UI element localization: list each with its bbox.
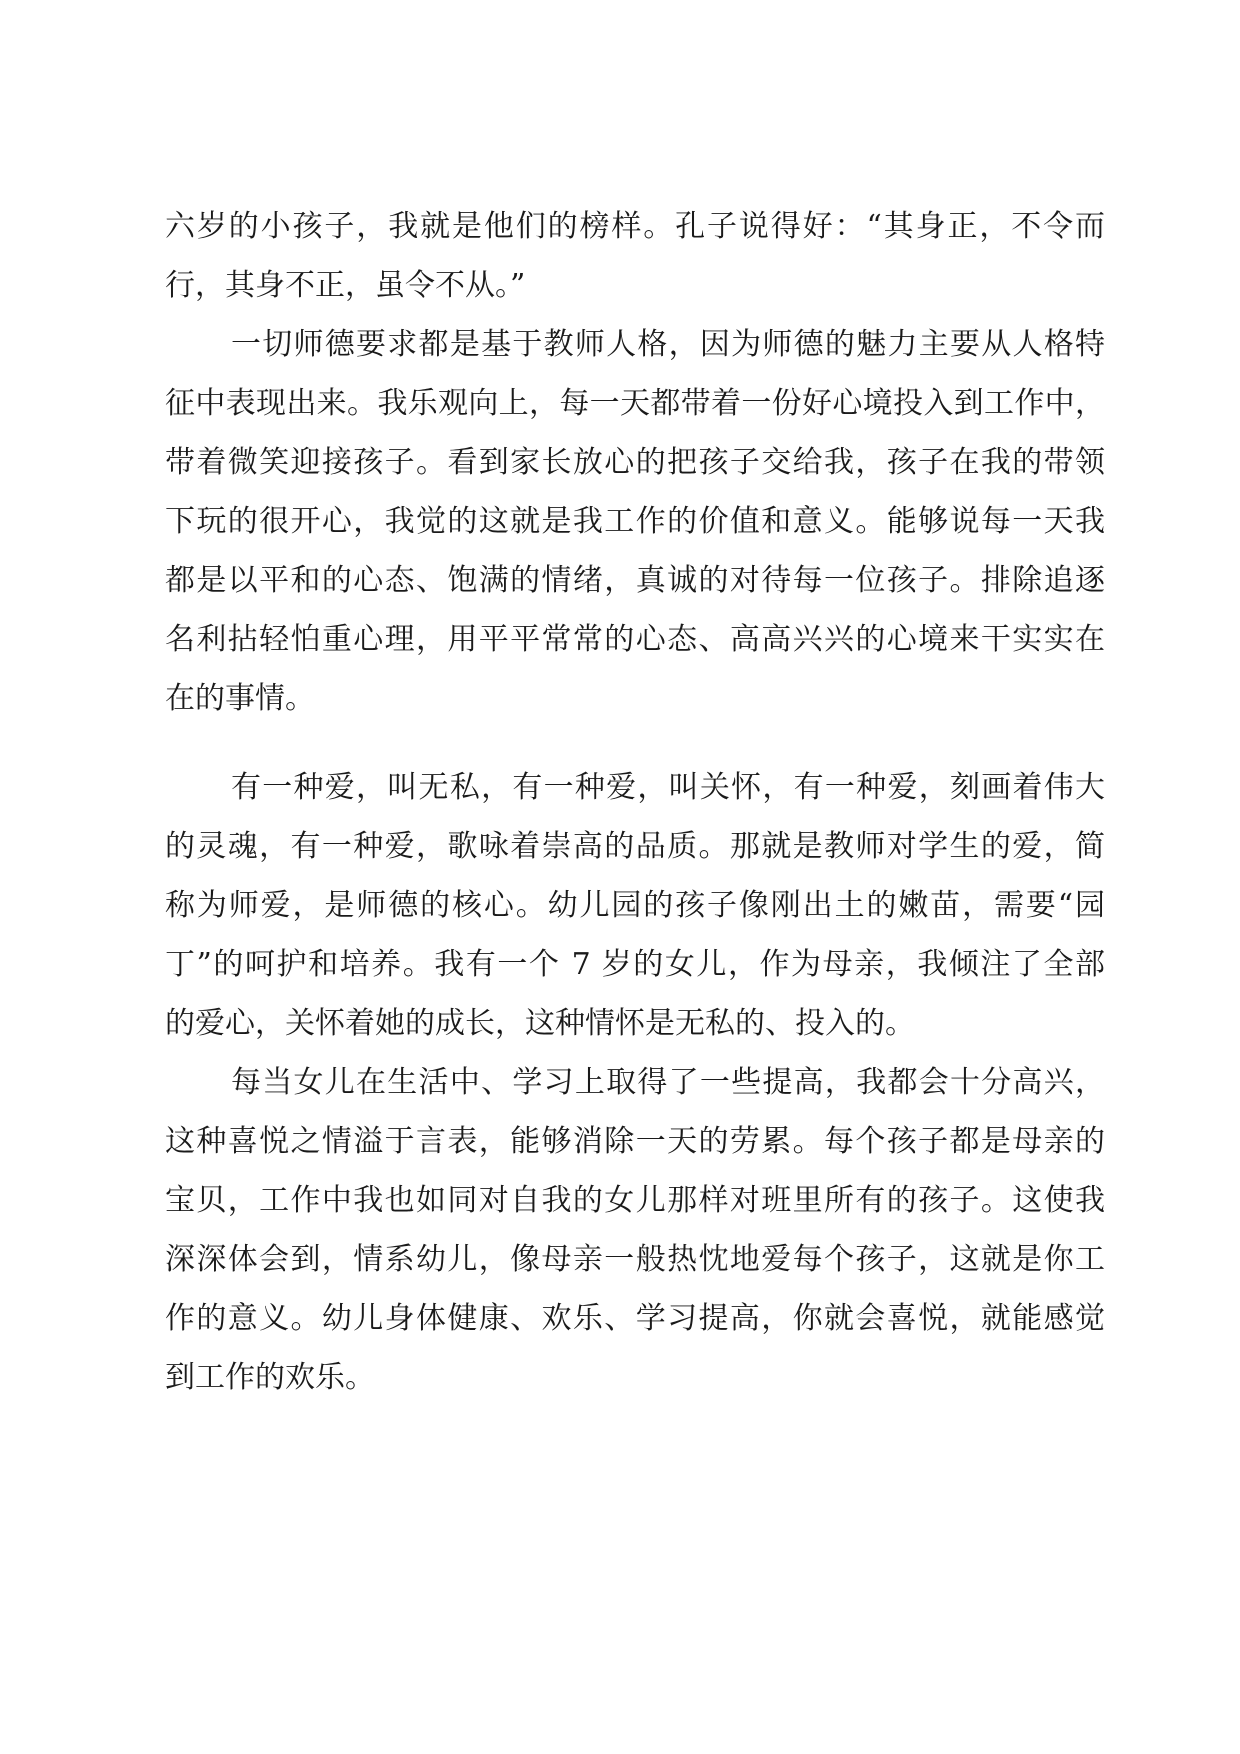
- text-line: 的爱心，关怀着她的成长，这种情怀是无私的、投入的。: [165, 1006, 915, 1041]
- text-line: 六岁的小孩子，我就是他们的榜样。孔子说得好：“其身正，不令而: [165, 209, 1105, 244]
- paragraph-4: [165, 1053, 1105, 1407]
- text-line: 称为师爱，是师德的核心。幼儿园的孩子像刚出土的嫩苗，需要“园: [165, 888, 1105, 923]
- text-line: 征中表现出来。我乐观向上，每一天都带着一份好心境投入到工作中，: [165, 386, 1105, 421]
- text-line: 的灵魂，有一种爱，歌咏着崇高的品质。那就是教师对学生的爱，简: [165, 829, 1105, 864]
- text-line: 一切师德要求都是基于教师人格，因为师德的魅力主要从人格特: [231, 327, 1105, 362]
- text-line: 带着微笑迎接孩子。看到家长放心的把孩子交给我，孩子在我的带领: [165, 445, 1105, 480]
- paragraph-2: [165, 315, 1105, 728]
- paragraph-1: [165, 197, 1105, 315]
- text-line: 丁”的呵护和培养。我有一个 7 岁的女儿，作为母亲，我倾注了全部: [165, 947, 1105, 982]
- text-line: 行，其身不正，虽令不从。”: [165, 268, 526, 303]
- paragraph-spacer: [165, 728, 1105, 758]
- text-line: 在的事情。: [165, 681, 315, 716]
- paragraph-3: [165, 758, 1105, 1053]
- text-line: 名利拈轻怕重心理，用平平常常的心态、高高兴兴的心境来干实实在: [165, 622, 1105, 657]
- text-line: 这种喜悦之情溢于言表，能够消除一天的劳累。每个孩子都是母亲的: [165, 1124, 1105, 1159]
- document-body: [165, 197, 1105, 1407]
- text-line: 每当女儿在生活中、学习上取得了一些提高，我都会十分高兴，: [231, 1065, 1105, 1100]
- text-line: 深深体会到，情系幼儿，像母亲一般热忱地爱每个孩子，这就是你工: [165, 1242, 1105, 1277]
- text-line: 宝贝，工作中我也如同对自我的女儿那样对班里所有的孩子。这使我: [165, 1183, 1105, 1218]
- text-line: 作的意义。幼儿身体健康、欢乐、学习提高，你就会喜悦，就能感觉: [165, 1301, 1105, 1336]
- text-line: 都是以平和的心态、饱满的情绪，真诚的对待每一位孩子。排除追逐: [165, 563, 1105, 598]
- text-line: 下玩的很开心，我觉的这就是我工作的价值和意义。能够说每一天我: [165, 504, 1105, 539]
- text-line: 到工作的欢乐。: [165, 1360, 375, 1395]
- text-line: 有一种爱，叫无私，有一种爱，叫关怀，有一种爱，刻画着伟大: [231, 770, 1105, 805]
